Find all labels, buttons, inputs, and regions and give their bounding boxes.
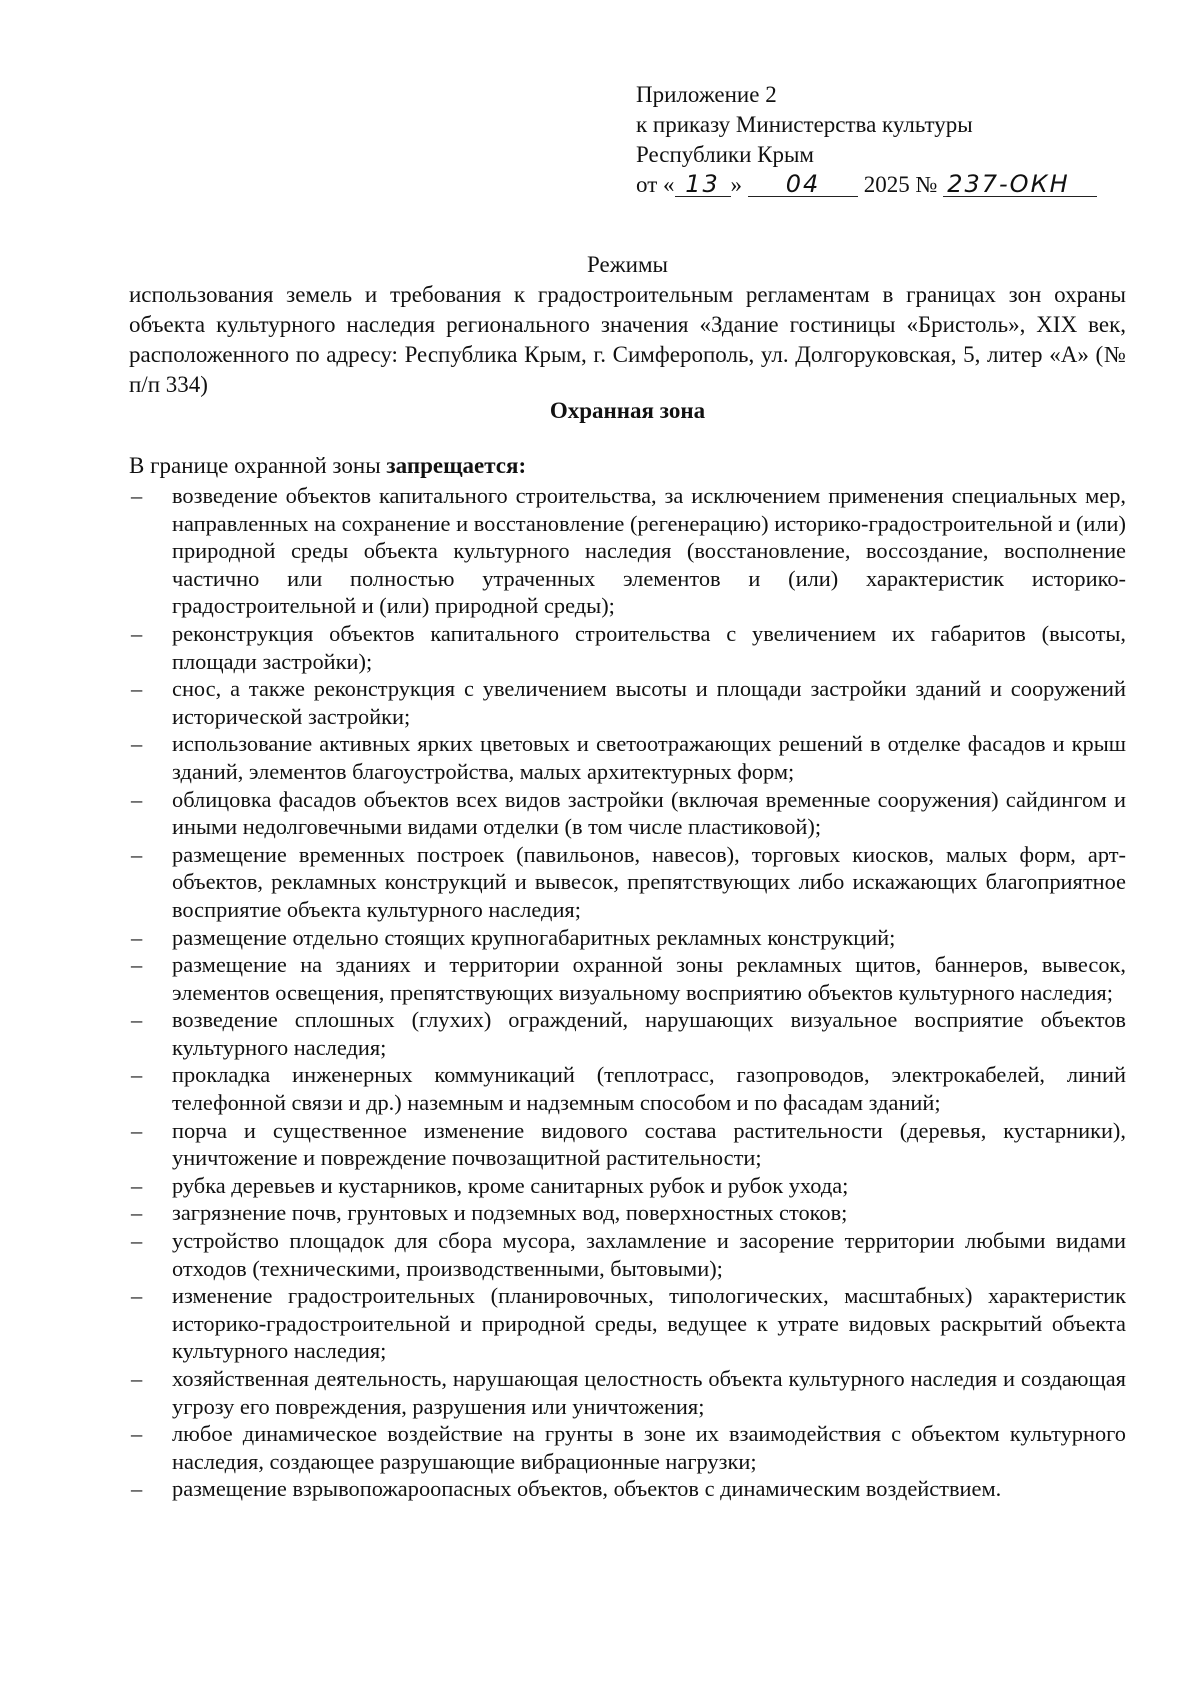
- dash-bullet: –: [131, 1117, 143, 1143]
- dash-bullet: –: [131, 1476, 143, 1502]
- list-item: [129, 482, 1126, 620]
- list-item-text: любое динамическое воздействие на грунты в зоне их взаимодействия с объектом культурного наследия, создающее разрушающие вибрационные нагрузки;: [172, 1421, 1126, 1474]
- list-item-text: размещение временных построек (павильонов, навесов), торговых киосков, малых форм, арт-объектов, рекламных конструкций и вывесок, препятствующих либо искажающих благоприятное восприятие объекта культурного наследия;: [172, 841, 1126, 922]
- list-item: [129, 730, 1126, 785]
- list-item-text: прокладка инженерных коммуникаций (теплотрасс, газопроводов, электрокабелей, линий телефонной связи и др.) наземным и надземным способом и по фасадам зданий;: [172, 1062, 1126, 1116]
- dash-bullet: –: [131, 841, 143, 867]
- list-item-text: использование активных ярких цветовых и светоотражающих решений в отделке фасадов и крыш зданий, элементов благоустройства, малых архитектурных форм;: [172, 731, 1126, 784]
- list-item: [129, 1061, 1126, 1116]
- list-item: [129, 1199, 1126, 1227]
- intro-bold: запрещается:: [386, 453, 527, 478]
- list-item-text: возведение объектов капитального строительства, за исключением применения специальных мер, направленных на сохранение и восстановление (регенерацию) историко-градостроительной и (или) природной среды объекта культурного наследия (восстановление, воссоздание, восполнение частично или полностью утраченных элементов и (или) характеристик историко-градостроительной и (или) природной среды);: [172, 483, 1126, 619]
- list-item: [129, 1365, 1126, 1420]
- dash-bullet: –: [131, 1007, 143, 1033]
- date-day-handwritten: 13: [675, 172, 731, 197]
- approval-block: [636, 80, 1136, 200]
- list-item: [129, 786, 1126, 841]
- list-item-text: снос, а также реконструкция с увеличением высоты и площади застройки зданий и сооружений исторической застройки;: [172, 676, 1126, 729]
- dash-bullet: –: [131, 924, 143, 950]
- appendix-label: Приложение 2: [636, 82, 777, 107]
- dash-bullet: –: [131, 1421, 143, 1447]
- dash-bullet: –: [131, 620, 143, 646]
- document-title: Режимы: [587, 252, 668, 277]
- list-item: [129, 1227, 1126, 1282]
- prohibitions-list: [129, 482, 1126, 1503]
- list-item-text: порча и существенное изменение видового состава растительности (деревья, кустарники), уничтожение и повреждение почвозащитной растительности;: [172, 1117, 1126, 1171]
- dash-bullet: –: [131, 1228, 143, 1254]
- list-item: [129, 841, 1126, 924]
- dash-bullet: –: [131, 952, 143, 978]
- date-prefix: от «: [636, 172, 675, 197]
- dash-bullet: –: [131, 1172, 143, 1198]
- prohibition-intro: [129, 451, 1126, 481]
- list-item: [129, 1117, 1126, 1172]
- dash-bullet: –: [131, 1366, 143, 1391]
- order-number-handwritten: 237-ОКН: [943, 172, 1097, 197]
- list-item-text: изменение градостроительных (планировочных, типологических, масштабных) характеристик историко-градостроительной и природной среды, ведущее к утрате видовых раскрытий объекта культурного наследия;: [172, 1283, 1126, 1364]
- dash-bullet: –: [131, 731, 143, 757]
- dash-bullet: –: [131, 1283, 143, 1309]
- list-item: [129, 1475, 1126, 1503]
- ministry-name: Республики Крым: [636, 142, 814, 167]
- list-item: [129, 1282, 1126, 1365]
- date-month-handwritten: 04: [748, 172, 858, 197]
- date-year: 2025 №: [863, 172, 938, 197]
- list-item: [129, 951, 1126, 1006]
- list-item: [129, 1420, 1126, 1475]
- list-item: [129, 1172, 1126, 1200]
- list-item-text: реконструкция объектов капитального строительства с увеличением их габаритов (высоты, площади застройки);: [172, 620, 1126, 674]
- order-reference: к приказу Министерства культуры: [636, 112, 973, 137]
- list-item-text: устройство площадок для сбора мусора, захламление и засорение территории любыми видами отходов (техническими, производственными, бытовыми);: [172, 1228, 1126, 1281]
- intro-prefix: В границе охранной зоны: [129, 453, 387, 478]
- list-item: [129, 924, 1126, 952]
- dash-bullet: –: [131, 483, 143, 508]
- list-item-text: размещение на зданиях и территории охранной зоны рекламных щитов, баннеров, вывесок, элементов освещения, препятствующих визуальному восприятию объектов культурного наследия;: [172, 952, 1126, 1005]
- document-subtitle: использования земель и требования к градостроительным регламентам в границах зон охраны объекта культурного наследия регионального значения «Здание гостиницы «Бристоль», XIX век, расположенного по адресу: Республика Крым, г. Симферополь, ул. Долгоруковская, 5, литер «А» (№ п/п 334): [129, 282, 1126, 397]
- dash-bullet: –: [131, 786, 143, 812]
- dash-bullet: –: [131, 676, 143, 702]
- zone-heading: Охранная зона: [549, 398, 706, 423]
- date-mid: »: [730, 172, 742, 197]
- list-item-text: облицовка фасадов объектов всех видов застройки (включая временные сооружения) сайдингом и иными недолговечными видами отделки (в том числе пластиковой);: [172, 786, 1126, 840]
- list-item: [129, 675, 1126, 730]
- dash-bullet: –: [131, 1062, 143, 1088]
- order-date-line: [636, 170, 1136, 200]
- list-item: [129, 620, 1126, 675]
- list-item-text: хозяйственная деятельность, нарушающая целостность объекта культурного наследия и создающая угрозу его повреждения, разрушения или уничтожения;: [172, 1366, 1126, 1419]
- dash-bullet: –: [131, 1200, 143, 1226]
- list-item: [129, 1006, 1126, 1061]
- list-item-text: загрязнение почв, грунтовых и подземных вод, поверхностных стоков;: [172, 1200, 848, 1226]
- list-item-text: размещение взрывопожароопасных объектов, объектов с динамическим воздействием.: [172, 1476, 1002, 1502]
- list-item-text: рубка деревьев и кустарников, кроме санитарных рубок и рубок ухода;: [172, 1172, 849, 1198]
- list-item-text: размещение отдельно стоящих крупногабаритных рекламных конструкций;: [172, 924, 896, 950]
- list-item-text: возведение сплошных (глухих) ограждений, нарушающих визуальное восприятие объектов культурного наследия;: [172, 1007, 1126, 1060]
